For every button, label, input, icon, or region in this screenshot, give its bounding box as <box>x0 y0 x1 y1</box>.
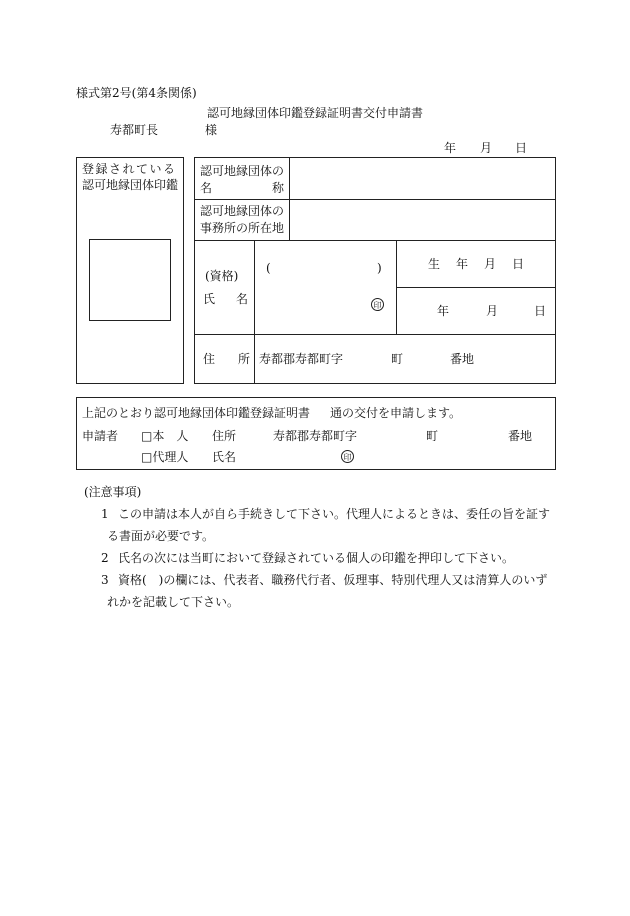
note-number: 3 <box>101 573 109 587</box>
address-value: 寿都郡寿都町字 <box>259 352 344 366</box>
office-address-field[interactable] <box>296 210 550 230</box>
name-field[interactable] <box>262 292 362 310</box>
request-statement-b: 通の交付を申請します。 <box>330 406 462 420</box>
request-statement-a: 上記のとおり認可地縁団体印鑑登録証明書 <box>82 406 311 420</box>
seal-mark-icon: 印 <box>371 298 384 311</box>
note-number: 1 <box>101 507 109 521</box>
address-label-a: 住 <box>203 352 216 366</box>
table-divider <box>194 334 556 335</box>
date-month-label: 月 <box>480 141 493 155</box>
self-checkbox[interactable]: □本 人 <box>141 429 189 443</box>
qualification-field[interactable] <box>275 260 373 278</box>
request-name-field[interactable] <box>250 449 330 465</box>
note-number: 2 <box>101 551 109 565</box>
note-line: れかを記載して下さい。 <box>107 595 240 609</box>
office-label-line1: 認可地縁団体の <box>200 204 285 218</box>
honorific: 様 <box>205 123 218 137</box>
note-line: 氏名の次には当町において登録されている個人の印鑑を押印して下さい。 <box>118 551 515 565</box>
form-title: 認可地縁団体印鑑登録証明書交付申請書 <box>207 106 424 120</box>
proxy-checkbox[interactable]: □代理人 <box>141 450 189 464</box>
qualification-label: (資格) <box>205 269 239 283</box>
second-month-label: 月 <box>486 304 499 318</box>
table-divider <box>254 240 255 384</box>
birth-year-label: 年 <box>456 257 469 271</box>
note-line: この申請は本人が自ら手続きして下さい。代理人によるときは、委任の旨を証す <box>118 507 551 521</box>
address-banchi: 番地 <box>450 352 475 366</box>
birth-label: 生 <box>428 257 441 271</box>
request-address-value: 寿都郡寿都町字 <box>273 429 358 443</box>
date-year-label: 年 <box>444 141 457 155</box>
form-number: 様式第2号(第4条関係) <box>76 86 197 100</box>
group-name-field[interactable] <box>296 170 550 190</box>
applicant-label: 申請者 <box>82 429 119 443</box>
second-day-label: 日 <box>534 304 547 318</box>
group-name-label-line1: 認可地縁団体の <box>200 164 285 178</box>
request-address-label: 住所 <box>212 429 237 443</box>
name-label-a: 氏 <box>203 292 216 306</box>
request-seal-mark-icon: 印 <box>341 450 354 463</box>
registered-seal-label-line1: 登録されている <box>82 162 177 176</box>
birth-day-label: 日 <box>512 257 525 271</box>
second-year-label: 年 <box>437 304 450 318</box>
table-divider <box>194 199 556 200</box>
request-town: 町 <box>426 429 439 443</box>
qualification-paren-open: ( <box>266 261 271 275</box>
addressee: 寿都町長 <box>110 123 159 137</box>
notes-heading: (注意事項) <box>84 485 142 499</box>
seal-impression-area[interactable] <box>89 239 171 321</box>
request-banchi: 番地 <box>508 429 533 443</box>
qualification-paren-close: ) <box>377 261 382 275</box>
birth-month-label: 月 <box>484 257 497 271</box>
note-line: る書面が必要です。 <box>107 529 215 543</box>
note-line: 資格( )の欄には、代表者、職務代行者、仮理事、特別代理人又は清算人のいず <box>118 573 548 587</box>
registered-seal-label-line2: 認可地縁団体印鑑 <box>82 178 179 192</box>
applicant-table <box>194 157 556 384</box>
table-divider <box>194 240 556 241</box>
table-divider <box>289 157 290 240</box>
date-day-label: 日 <box>515 141 528 155</box>
office-label-line2: 事務所の所在地 <box>200 221 285 235</box>
address-label-b: 所 <box>238 352 251 366</box>
name-label-b: 名 <box>236 292 249 306</box>
table-divider <box>396 240 397 334</box>
group-name-label-line2b: 称 <box>272 181 285 195</box>
address-town: 町 <box>391 352 404 366</box>
group-name-label-line2a: 名 <box>200 181 213 195</box>
request-name-label: 氏名 <box>212 450 237 464</box>
table-divider <box>396 287 556 288</box>
